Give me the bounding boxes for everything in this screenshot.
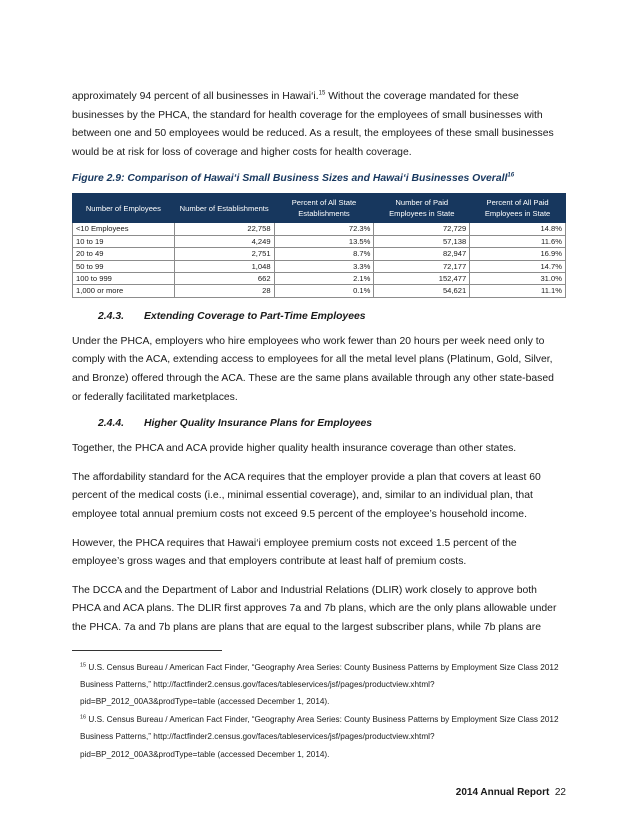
table-cell: 11.6% <box>470 235 566 247</box>
table-cell: 22,758 <box>174 223 274 235</box>
business-size-table <box>72 193 566 297</box>
table-cell: 72,177 <box>374 260 470 272</box>
table-row <box>73 248 566 260</box>
table-cell: 100 to 999 <box>73 273 175 285</box>
table-row <box>73 285 566 297</box>
table-cell: 0.1% <box>274 285 374 297</box>
footnote-text: U.S. Census Bureau / American Fact Finder, “Geography Area Series: County Business Patterns by Employment Size Class 2012 Business Patterns,” http://factfinder2.census.gov/faces/tableservices/jsf/pages/productview.xhtml?pid=BP_2012_00A3&prodType=table (accessed December 1, 2014). <box>80 714 559 759</box>
report-title: 2014 Annual Report <box>455 787 550 798</box>
table-cell: 31.0% <box>470 273 566 285</box>
page-number: 22 <box>554 787 566 798</box>
table-cell: 3.3% <box>274 260 374 272</box>
table-cell: 72.3% <box>274 223 374 235</box>
column-header: Percent of All State Establishments <box>274 194 374 223</box>
table-cell: 28 <box>174 285 274 297</box>
table-cell: 82,947 <box>374 248 470 260</box>
table-cell: 662 <box>174 273 274 285</box>
table-cell: 152,477 <box>374 273 470 285</box>
table-row <box>73 260 566 272</box>
section-2-4-4-paragraph: Together, the PHCA and ACA provide higher quality health insurance coverage than other states. <box>72 443 517 455</box>
intro-paragraph <box>72 88 566 162</box>
table-row <box>73 273 566 285</box>
table-cell: 14.7% <box>470 260 566 272</box>
column-header: Number of Paid Employees in State <box>374 194 470 223</box>
section-2-4-4-paragraph: However, the PHCA requires that Hawai‘i employee premium costs not exceed 1.5 percent of the employee’s gross wages and that employers contribute at least half of premium costs. <box>72 537 517 568</box>
table-row <box>73 223 566 235</box>
page-footer <box>456 786 566 800</box>
table-cell: 14.8% <box>470 223 566 235</box>
section-number: 2.4.3. <box>98 310 124 322</box>
table-cell: 72,729 <box>374 223 470 235</box>
section-number: 2.4.4. <box>98 418 124 430</box>
section-title: Higher Quality Insurance Plans for Employees <box>144 418 373 430</box>
footnote-number: 15 <box>80 661 87 668</box>
column-header: Percent of All Paid Employees in State <box>470 194 566 223</box>
document-page <box>72 88 566 763</box>
figure-caption <box>72 172 566 186</box>
table-cell: 16.9% <box>470 248 566 260</box>
footnote-ref-16[interactable]: 16 <box>507 172 515 179</box>
table-cell: <10 Employees <box>73 223 175 235</box>
table-header-row <box>73 194 566 223</box>
figure-caption-text: Figure 2.9: Comparison of Hawai‘i Small Business Sizes and Hawai‘i Businesses Overall <box>72 173 508 185</box>
section-title: Extending Coverage to Part-Time Employees <box>144 310 366 322</box>
table-cell: 8.7% <box>274 248 374 260</box>
section-2-4-4-paragraph: The DCCA and the Department of Labor and Industrial Relations (DLIR) work closely to approve both PHCA and ACA plans. The DLIR first approves 7a and 7b plans, which are the only plans allowable under the PHCA. 7a and 7b plans are plans that are equal to the largest subscriber plans, while 7b plans are <box>72 584 557 633</box>
table-cell: 4,249 <box>174 235 274 247</box>
table-cell: 13.5% <box>274 235 374 247</box>
table-cell: 10 to 19 <box>73 235 175 247</box>
footnote-ref-15[interactable]: 15 <box>318 90 326 97</box>
footnote-text: U.S. Census Bureau / American Fact Finder, “Geography Area Series: County Business Patterns by Employment Size Class 2012 Business Patterns,” http://factfinder2.census.gov/faces/tableservices/jsf/pages/productview.xhtml?pid=BP_2012_00A3&prodType=table (accessed December 1, 2014). <box>80 662 559 707</box>
footnote-number: 16 <box>80 714 87 721</box>
footnote-15 <box>80 659 566 711</box>
table-cell: 54,621 <box>374 285 470 297</box>
table-cell: 1,000 or more <box>73 285 175 297</box>
table-cell: 11.1% <box>470 285 566 297</box>
section-2-4-3-body: Under the PHCA, employers who hire employees who work fewer than 20 hours per week need only to comply with the ACA, extending access to employees for all the metal level plans (Platinum, Gold, Silver, and Bronze) offered through the ACA. These are the same plans available through any other state-based or federally facilitated marketplaces. <box>72 335 554 403</box>
table-cell: 50 to 99 <box>73 260 175 272</box>
section-2-4-4-paragraph: The affordability standard for the ACA requires that the employer provide a plan that covers at least 60 percent of the medical costs (i.e., minimal essential coverage), and, similar to an individual plan, that employee total annual premium costs not exceed 9.5 percent of the employee’s household income. <box>72 471 541 520</box>
table-cell: 1,048 <box>174 260 274 272</box>
table-row <box>73 235 566 247</box>
footnote-divider <box>72 650 222 651</box>
intro-text-part1: approximately 94 percent of all businesses in Hawai‘i. <box>72 91 319 102</box>
footnote-16 <box>80 711 566 763</box>
column-header: Number of Establishments <box>174 194 274 223</box>
table-cell: 2,751 <box>174 248 274 260</box>
table-cell: 2.1% <box>274 273 374 285</box>
intro-text-part2: Without the coverage mandated for these businesses by the PHCA, the standard for health coverage for the employees of small businesses with between one and 50 employees would be reduced. As a result, the employees of these small businesses would be at risk for loss of coverage and higher costs for health coverage. <box>72 91 554 158</box>
section-heading-2-4-4 <box>98 417 566 431</box>
column-header: Number of Employees <box>73 194 175 223</box>
section-heading-2-4-3 <box>98 310 566 324</box>
table-cell: 57,138 <box>374 235 470 247</box>
table-cell: 20 to 49 <box>73 248 175 260</box>
